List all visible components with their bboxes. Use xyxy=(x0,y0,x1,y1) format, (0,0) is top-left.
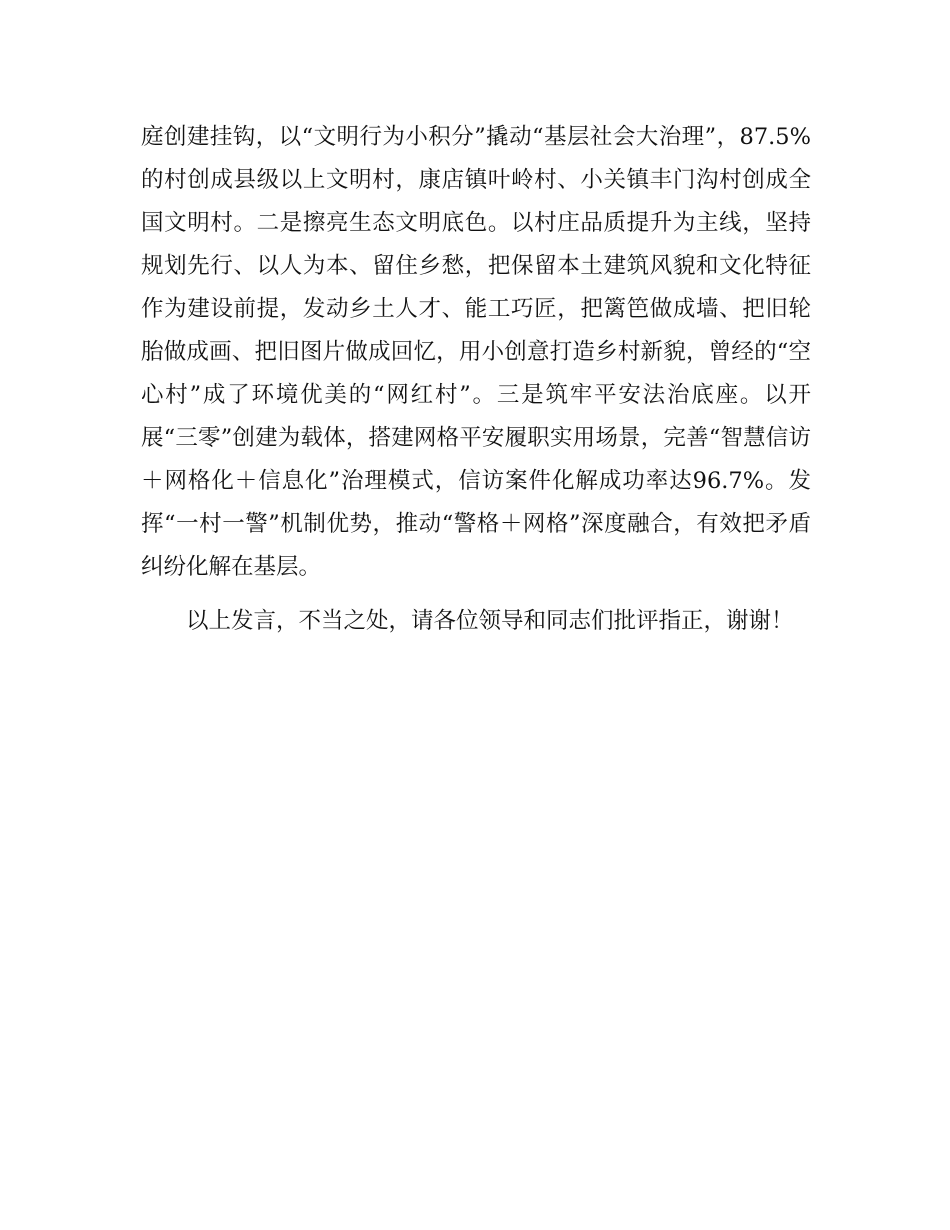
document-body xyxy=(141,116,811,643)
body-paragraph: 庭创建挂钩，以“文明行为小积分”撬动“基层社会大治理”，87.5%的村创成县级以上文明村，康店镇叶岭村、小关镇丰门沟村创成全国文明村。二是擦亮生态文明底色。以村庄品质提升为主线，坚持规划先行、以人为本、留住乡愁，把保留本土建筑风貌和文化特征作为建设前提，发动乡土人才、能工巧匠，把篱笆做成墙、把旧轮胎做成画、把旧图片做成回忆，用小创意打造乡村新貌，曾经的“空心村”成了环境优美的“网红村”。三是筑牢平安法治底座。以开展“三零”创建为载体，搭建网格平安履职实用场景，完善“智慧信访＋网格化＋信息化”治理模式，信访案件化解成功率达96.7%。发挥“一村一警”机制优势，推动“警格＋网格”深度融合，有效把矛盾纠纷化解在基层。 xyxy=(141,124,811,580)
closing-paragraph: 以上发言，不当之处，请各位领导和同志们批评指正，谢谢！ xyxy=(186,608,794,634)
